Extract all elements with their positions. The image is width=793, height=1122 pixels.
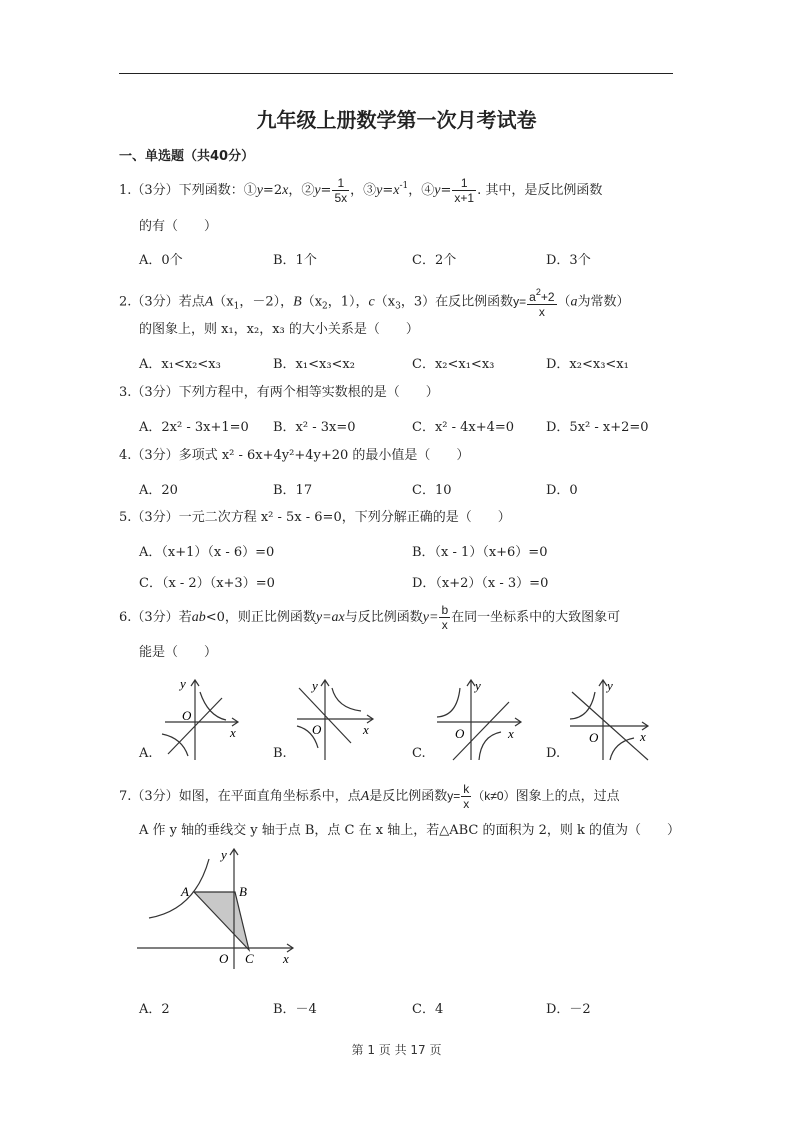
q7-var: A bbox=[360, 789, 370, 804]
numerator: 1 bbox=[452, 176, 476, 191]
x-label: x bbox=[363, 722, 369, 737]
option-b[interactable]: B．x₁<x₃<x₂ bbox=[273, 357, 355, 372]
q7-condition: （k≠0） bbox=[472, 789, 516, 803]
denominator: 5x bbox=[334, 191, 348, 205]
graph-c bbox=[433, 676, 523, 761]
q6-text: <0，则正比例函数 bbox=[205, 610, 316, 625]
q1-text: ，④ bbox=[408, 183, 435, 198]
option-d[interactable]: D．（x+2）（x - 3）=0 bbox=[412, 576, 549, 591]
y-label: y bbox=[607, 678, 613, 693]
q2-var: B bbox=[293, 294, 302, 310]
option-a[interactable]: A．x₁<x₂<x₃ bbox=[139, 357, 221, 372]
question-5-line-1 bbox=[119, 509, 511, 527]
question-6-line-1 bbox=[119, 603, 620, 632]
section-heading: 一、单选题（共40分） bbox=[119, 149, 255, 164]
q1-text: = bbox=[382, 183, 394, 198]
x-label: x bbox=[230, 725, 236, 740]
origin-label: O bbox=[455, 726, 465, 741]
q1-text: . 其中，是反比例函数 bbox=[477, 183, 603, 198]
numerator: k bbox=[463, 782, 470, 796]
option-c[interactable]: C. bbox=[412, 746, 426, 761]
option-d[interactable]: D．－2 bbox=[546, 1002, 591, 1017]
option-c[interactable]: C．4 bbox=[412, 1002, 444, 1017]
hyperbola-curve bbox=[149, 859, 209, 918]
question-number: 5.（3分） bbox=[119, 510, 179, 525]
option-b[interactable]: B．1个 bbox=[273, 253, 317, 268]
option-b[interactable]: B. bbox=[273, 746, 287, 761]
option-c[interactable]: C．（x - 2）（x+3）=0 bbox=[139, 576, 275, 591]
q6-text: 与反比例函数 bbox=[344, 610, 423, 625]
point-b-label: B bbox=[239, 884, 247, 899]
page-title: 九年级上册数学第一次月考试卷 bbox=[256, 108, 537, 132]
q1-text: ，② bbox=[288, 183, 315, 198]
question-number: 2.（3分） bbox=[119, 294, 179, 310]
option-d[interactable]: D．5x² - x+2=0 bbox=[546, 420, 649, 435]
q1-var: y bbox=[376, 183, 383, 198]
q6-var: y=ax bbox=[315, 610, 345, 625]
hyperbola-branch-1 bbox=[570, 692, 595, 719]
option-b[interactable]: B．（x - 1）（x+6）=0 bbox=[412, 545, 548, 560]
question-number: 6.（3分） bbox=[119, 610, 179, 625]
question-number: 1.（3分） bbox=[119, 183, 179, 198]
q5-text: 一元二次方程 x² - 5x - 6=0，下列分解正确的是（ ） bbox=[178, 510, 511, 525]
option-a[interactable]: A. bbox=[139, 746, 153, 761]
option-d[interactable]: D．3个 bbox=[546, 253, 591, 268]
q6-var: y= bbox=[422, 610, 439, 625]
question-2-line-1 bbox=[119, 285, 630, 319]
hyperbola-branch-2 bbox=[610, 738, 634, 760]
option-d[interactable]: D．0 bbox=[546, 483, 578, 498]
question-number: 3.（3分） bbox=[119, 385, 179, 400]
graph-b bbox=[295, 676, 380, 761]
q2-text: （x bbox=[374, 294, 396, 310]
exponent: -1 bbox=[399, 181, 409, 191]
hyperbola-branch-1 bbox=[200, 692, 226, 720]
y-label: y bbox=[180, 676, 186, 691]
point-a-label: A bbox=[181, 884, 189, 899]
fraction bbox=[439, 603, 450, 632]
q1-text: ，③ bbox=[350, 183, 377, 198]
option-b[interactable]: B．17 bbox=[273, 483, 313, 498]
subscript: 3 bbox=[395, 301, 401, 312]
question-number: 7.（3分） bbox=[119, 789, 179, 804]
origin-label: O bbox=[182, 708, 192, 723]
numerator-a: a bbox=[529, 290, 536, 304]
exponent: 2 bbox=[535, 287, 541, 297]
question-1-line-2: 的有（ ） bbox=[139, 219, 218, 234]
denominator: x bbox=[463, 797, 470, 811]
graph-a bbox=[160, 676, 245, 761]
y-label: y bbox=[312, 678, 318, 693]
denominator: x+1 bbox=[454, 191, 475, 205]
numerator: b bbox=[441, 603, 449, 617]
q1-var: y bbox=[434, 183, 441, 198]
hyperbola-branch-1 bbox=[437, 688, 460, 717]
numerator: 1 bbox=[332, 176, 349, 191]
origin-label: O bbox=[219, 951, 229, 966]
x-label: x bbox=[508, 726, 514, 741]
fraction bbox=[461, 782, 471, 811]
question-2-line-2: 的图象上，则 x₁，x₂，x₃ 的大小关系是（ ） bbox=[139, 322, 419, 337]
header-rule bbox=[119, 73, 673, 74]
q2-var: c bbox=[368, 294, 375, 310]
option-a[interactable]: A．2 bbox=[139, 1002, 170, 1017]
q2-var: A bbox=[204, 294, 214, 310]
question-7-line-1 bbox=[119, 782, 620, 811]
option-a[interactable]: A．2x² - 3x+1=0 bbox=[139, 420, 249, 435]
q2-func: y= bbox=[513, 294, 527, 309]
numerator bbox=[527, 285, 556, 305]
subscript: 1 bbox=[233, 301, 240, 312]
question-number: 4.（3分） bbox=[119, 448, 179, 463]
q1-var: x bbox=[282, 183, 289, 198]
hyperbola-branch-2 bbox=[479, 732, 501, 760]
option-d[interactable]: D．x₂<x₃<x₁ bbox=[546, 357, 629, 372]
q7-text: 是反比例函数 bbox=[369, 789, 448, 804]
q2-text: ，3）在反比例函数 bbox=[400, 294, 514, 310]
subscript: 2 bbox=[322, 301, 328, 312]
q7-func: y= bbox=[447, 789, 461, 803]
question-7-line-2: A 作 y 轴的垂线交 y 轴于点 B，点 C 在 x 轴上，若△ABC 的面积为 2，则 k 的值为（ ） bbox=[139, 823, 681, 838]
page-footer: 第 1 页 共 17 页 bbox=[351, 1043, 442, 1057]
q7-text: 图象上的点，过点 bbox=[515, 789, 620, 804]
q7-text: 如图，在平面直角坐标系中，点 bbox=[178, 789, 361, 804]
q1-var: y bbox=[256, 183, 263, 198]
option-a[interactable]: A．（x+1）（x - 6）=0 bbox=[139, 545, 275, 560]
q2-text: 为常数） bbox=[577, 294, 630, 310]
q6-var: ab bbox=[191, 610, 206, 625]
q1-text: =2 bbox=[262, 183, 283, 198]
q1-text: = bbox=[440, 183, 452, 198]
y-label: y bbox=[475, 678, 481, 693]
q1-var: x bbox=[393, 183, 400, 198]
fraction bbox=[527, 285, 556, 319]
denominator: x bbox=[441, 618, 448, 632]
fraction bbox=[452, 176, 476, 205]
option-a[interactable]: A．0个 bbox=[139, 253, 183, 268]
q2-text: （x bbox=[301, 294, 323, 310]
q2-text: 若点 bbox=[178, 294, 205, 310]
option-b[interactable]: B．－4 bbox=[273, 1002, 317, 1017]
q1-text: = bbox=[320, 183, 332, 198]
q2-var: a bbox=[570, 294, 578, 310]
hyperbola-branch-1 bbox=[332, 688, 361, 711]
q1-var: y bbox=[314, 183, 321, 198]
question-1-line-1 bbox=[119, 176, 602, 205]
fraction bbox=[332, 176, 349, 205]
q2-text: （ bbox=[557, 294, 571, 310]
option-d[interactable]: D. bbox=[546, 746, 561, 761]
option-c[interactable]: C．2个 bbox=[412, 253, 457, 268]
q6-text: 在同一坐标系中的大致图象可 bbox=[451, 610, 621, 625]
question-4-line-1 bbox=[119, 447, 469, 465]
point-c-label: C bbox=[245, 951, 254, 966]
y-label: y bbox=[221, 847, 227, 862]
q7-figure bbox=[135, 845, 305, 970]
x-label: x bbox=[640, 729, 646, 744]
option-c[interactable]: C．x² - 4x+4=0 bbox=[412, 420, 515, 435]
q2-text: ，－2）， bbox=[239, 294, 294, 310]
q2-text: （x bbox=[213, 294, 234, 310]
graph-d bbox=[568, 676, 653, 761]
option-b[interactable]: B．x² - 3x=0 bbox=[273, 420, 356, 435]
option-c[interactable]: C．x₂<x₁<x₃ bbox=[412, 357, 495, 372]
denominator: x bbox=[538, 305, 545, 319]
triangle-abc bbox=[194, 892, 249, 950]
q3-text: 下列方程中，有两个相等实数根的是（ ） bbox=[178, 385, 439, 400]
q1-text: 下列函数：① bbox=[178, 183, 257, 198]
q4-text: 多项式 x² - 6x+4y²+4y+20 的最小值是（ ） bbox=[178, 448, 470, 463]
origin-label: O bbox=[312, 722, 322, 737]
x-label: x bbox=[283, 951, 289, 966]
q2-text: ，1）， bbox=[327, 294, 369, 310]
question-3-line-1 bbox=[119, 384, 439, 402]
q6-text: 若 bbox=[178, 610, 192, 625]
numerator-plus: +2 bbox=[540, 290, 555, 304]
option-c[interactable]: C．10 bbox=[412, 483, 452, 498]
option-a[interactable]: A．20 bbox=[139, 483, 178, 498]
question-6-line-2: 能是（ ） bbox=[139, 645, 218, 660]
origin-label: O bbox=[589, 730, 599, 745]
